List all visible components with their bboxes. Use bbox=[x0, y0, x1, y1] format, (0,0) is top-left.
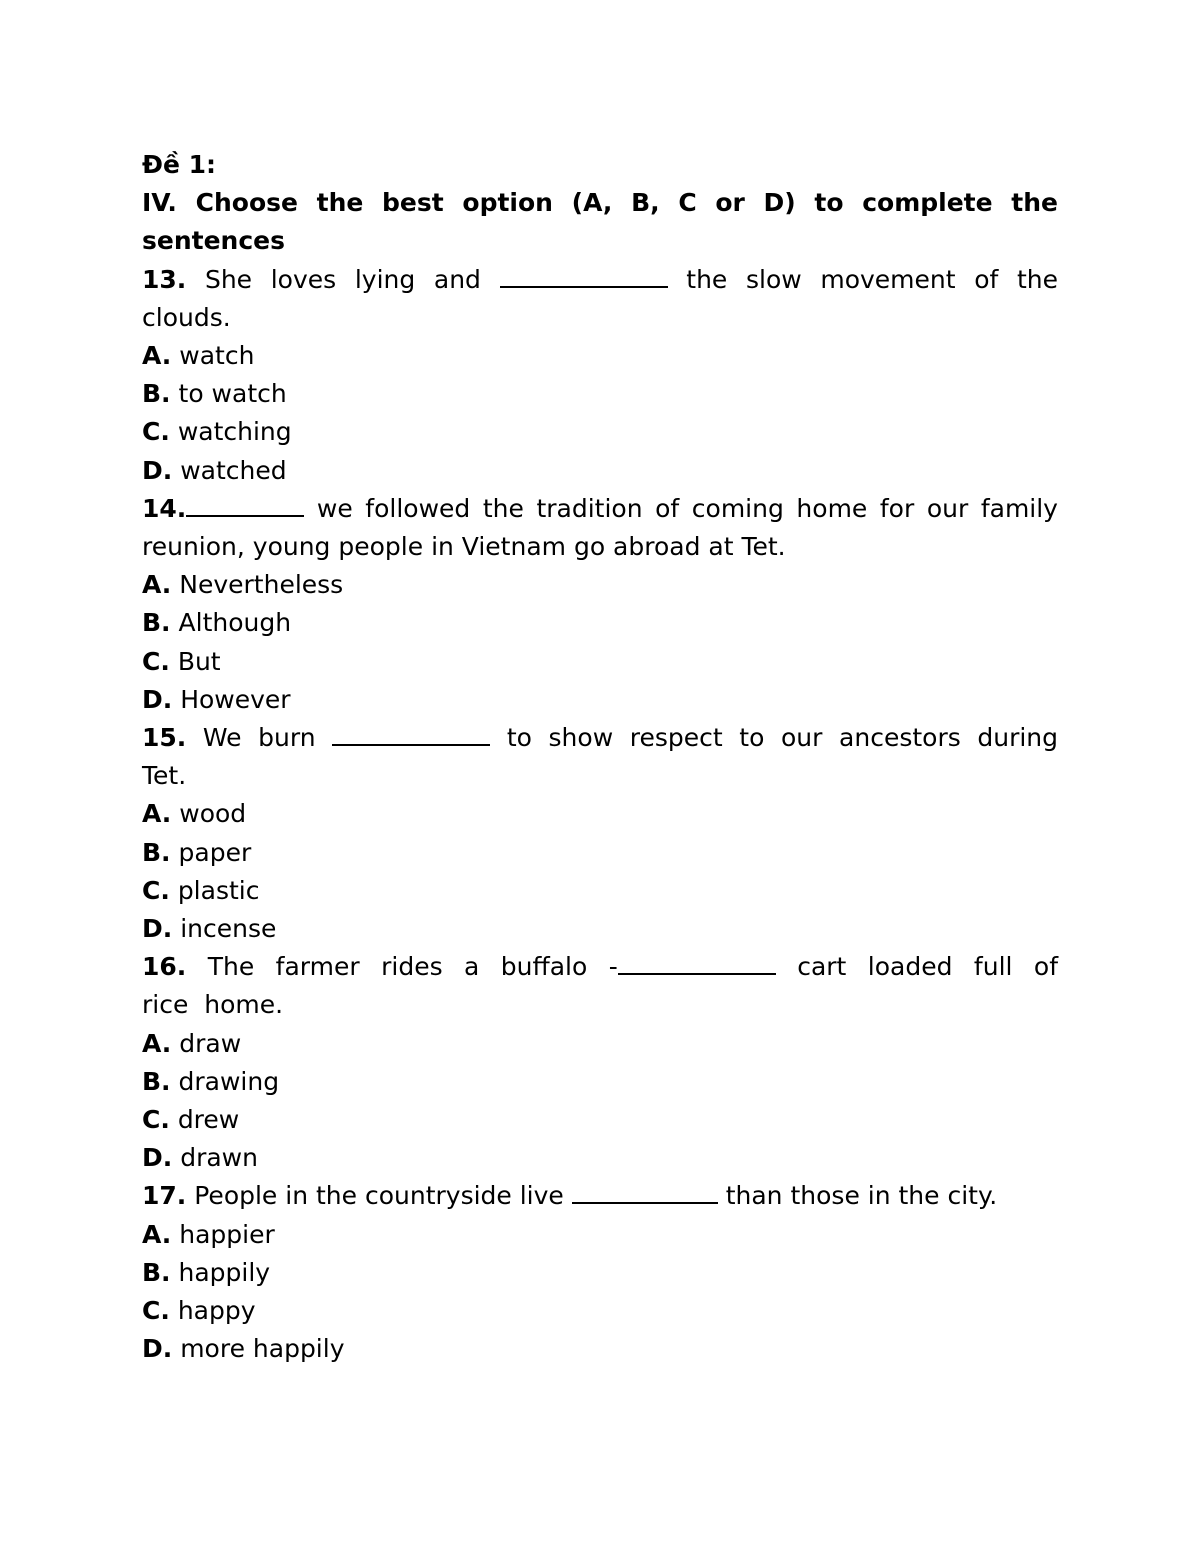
option-text: watching bbox=[177, 417, 292, 447]
option-letter: B. bbox=[142, 837, 171, 867]
option-a bbox=[142, 1216, 1058, 1254]
option-c bbox=[142, 872, 1058, 910]
question-number: 13. bbox=[142, 264, 187, 294]
question-text-after: to show respect to our ancestors during Tet. bbox=[142, 723, 1059, 791]
option-text: wood bbox=[179, 799, 247, 829]
option-b bbox=[142, 375, 1058, 413]
answer-blank bbox=[332, 720, 490, 746]
section-instruction bbox=[142, 184, 1058, 260]
question-text-after: than those in the city. bbox=[725, 1181, 998, 1211]
option-letter: D. bbox=[142, 684, 173, 714]
option-letter: D. bbox=[142, 455, 173, 485]
question-text-after: the slow movement of the clouds. bbox=[142, 264, 1059, 332]
option-text: plastic bbox=[177, 875, 260, 905]
option-letter: D. bbox=[142, 1334, 173, 1364]
option-letter: C. bbox=[142, 646, 170, 676]
question-text-before: People in the countryside live bbox=[194, 1181, 564, 1211]
option-text: happy bbox=[177, 1296, 256, 1326]
question-stem bbox=[142, 261, 1058, 337]
question-number: 16. bbox=[142, 952, 187, 982]
option-text: to watch bbox=[178, 379, 287, 409]
exam-page bbox=[142, 146, 1058, 1369]
option-text: drawing bbox=[178, 1066, 280, 1096]
question-text-before: We burn bbox=[202, 723, 316, 753]
option-letter: B. bbox=[142, 1257, 171, 1287]
question-text-before: The farmer rides a buffalo - bbox=[207, 952, 618, 982]
option-c bbox=[142, 413, 1058, 451]
option-a bbox=[142, 795, 1058, 833]
option-letter: C. bbox=[142, 417, 170, 447]
option-text: happier bbox=[179, 1219, 275, 1249]
option-text: But bbox=[177, 646, 221, 676]
option-text: drawn bbox=[180, 1143, 258, 1173]
option-text: drew bbox=[177, 1105, 240, 1135]
option-letter: C. bbox=[142, 1105, 170, 1135]
option-letter: B. bbox=[142, 608, 171, 638]
option-b bbox=[142, 1254, 1058, 1292]
exam-heading: Đề 1: bbox=[142, 150, 216, 179]
option-letter: C. bbox=[142, 1296, 170, 1326]
option-letter: A. bbox=[142, 570, 172, 600]
question-14 bbox=[142, 490, 1058, 719]
option-letter: A. bbox=[142, 341, 172, 371]
question-15 bbox=[142, 719, 1058, 948]
option-text: happily bbox=[178, 1257, 271, 1287]
option-b bbox=[142, 1063, 1058, 1101]
section-instruction-text: Choose the best option (A, B, C or D) to complete the sentences bbox=[142, 188, 1058, 256]
section-number: IV. bbox=[142, 188, 177, 218]
option-a bbox=[142, 566, 1058, 604]
question-text-after: cart loaded full of rice home. bbox=[142, 952, 1059, 1020]
question-number: 17. bbox=[142, 1181, 187, 1211]
option-text: watched bbox=[180, 455, 287, 485]
option-b bbox=[142, 834, 1058, 872]
option-text: watch bbox=[179, 341, 255, 371]
option-text: However bbox=[180, 684, 291, 714]
option-text: more happily bbox=[180, 1334, 345, 1364]
option-c bbox=[142, 1292, 1058, 1330]
answer-blank bbox=[186, 491, 304, 517]
question-17 bbox=[142, 1177, 1058, 1368]
option-letter: B. bbox=[142, 1066, 171, 1096]
question-16 bbox=[142, 948, 1058, 1177]
option-text: incense bbox=[180, 914, 277, 944]
option-text: paper bbox=[178, 837, 252, 867]
question-stem bbox=[142, 1177, 1058, 1215]
question-13 bbox=[142, 261, 1058, 490]
option-d bbox=[142, 1139, 1058, 1177]
option-c bbox=[142, 1101, 1058, 1139]
option-letter: C. bbox=[142, 875, 170, 905]
question-text-before: She loves lying and bbox=[204, 264, 481, 294]
option-c bbox=[142, 643, 1058, 681]
option-d bbox=[142, 1330, 1058, 1368]
option-b bbox=[142, 604, 1058, 642]
option-letter: A. bbox=[142, 1028, 172, 1058]
question-stem bbox=[142, 490, 1058, 566]
question-number: 14. bbox=[142, 493, 187, 523]
option-letter: D. bbox=[142, 1143, 173, 1173]
option-a bbox=[142, 1025, 1058, 1063]
option-a bbox=[142, 337, 1058, 375]
option-text: Nevertheless bbox=[179, 570, 344, 600]
question-stem bbox=[142, 948, 1058, 1024]
option-letter: B. bbox=[142, 379, 171, 409]
option-d bbox=[142, 910, 1058, 948]
option-d bbox=[142, 681, 1058, 719]
question-number: 15. bbox=[142, 723, 187, 753]
answer-blank bbox=[618, 950, 776, 976]
question-stem bbox=[142, 719, 1058, 795]
answer-blank bbox=[572, 1179, 718, 1205]
option-letter: D. bbox=[142, 914, 173, 944]
answer-blank bbox=[500, 262, 668, 288]
option-text: draw bbox=[179, 1028, 242, 1058]
option-letter: A. bbox=[142, 1219, 172, 1249]
question-text-after: we followed the tradition of coming home for our family reunion, young people in Vietnam go abroad at Tet. bbox=[142, 493, 1058, 562]
option-d bbox=[142, 452, 1058, 490]
option-text: Although bbox=[178, 608, 292, 638]
option-letter: A. bbox=[142, 799, 172, 829]
